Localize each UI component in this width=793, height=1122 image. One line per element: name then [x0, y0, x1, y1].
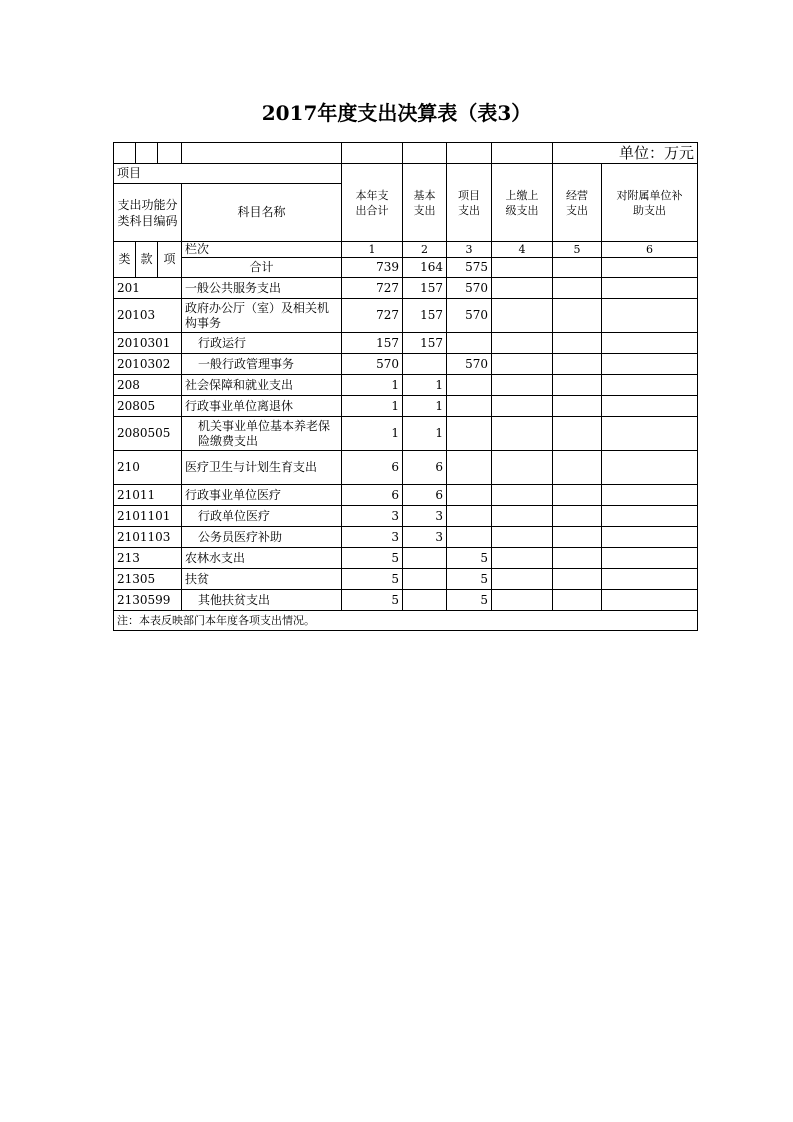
row-c6 — [602, 299, 698, 333]
row-code: 2130599 — [114, 590, 182, 611]
row-c2: 3 — [403, 506, 447, 527]
row-c4 — [492, 451, 553, 485]
blank-cell — [182, 143, 342, 164]
row-c2: 157 — [403, 333, 447, 354]
row-code: 20805 — [114, 396, 182, 417]
row-c4 — [492, 333, 553, 354]
row-code: 201 — [114, 278, 182, 299]
row-c2 — [403, 569, 447, 590]
row-c4 — [492, 548, 553, 569]
row-name: 医疗卫生与计划生育支出 — [182, 451, 342, 485]
unit-label: 单位：万元 — [553, 143, 698, 164]
row-c2: 6 — [403, 451, 447, 485]
header-col3: 项目支出 — [447, 164, 492, 242]
col-number-4: 4 — [492, 242, 553, 258]
table-row — [114, 278, 698, 299]
row-c6 — [602, 590, 698, 611]
row-c6 — [602, 333, 698, 354]
row-c4 — [492, 485, 553, 506]
row-c1: 5 — [342, 548, 403, 569]
row-c5 — [553, 375, 602, 396]
row-c3: 5 — [447, 569, 492, 590]
row-c4 — [492, 354, 553, 375]
row-c6 — [602, 527, 698, 548]
total-label: 合计 — [182, 258, 342, 278]
row-name: 行政单位医疗 — [182, 506, 342, 527]
row-c5 — [553, 333, 602, 354]
row-c2: 1 — [403, 396, 447, 417]
row-c3: 5 — [447, 548, 492, 569]
row-name: 机关事业单位基本养老保险缴费支出 — [182, 417, 342, 451]
table-row — [114, 590, 698, 611]
row-c1: 727 — [342, 278, 403, 299]
row-c6 — [602, 548, 698, 569]
row-c3 — [447, 417, 492, 451]
row-c5 — [553, 396, 602, 417]
row-c3 — [447, 333, 492, 354]
blank-cell — [403, 143, 447, 164]
table-note: 注：本表反映部门本年度各项支出情况。 — [114, 611, 698, 631]
total-c1: 739 — [342, 258, 403, 278]
row-name: 行政事业单位离退休 — [182, 396, 342, 417]
row-code: 208 — [114, 375, 182, 396]
col-number-1: 1 — [342, 242, 403, 258]
row-code: 21305 — [114, 569, 182, 590]
row-c3: 570 — [447, 354, 492, 375]
row-name: 公务员医疗补助 — [182, 527, 342, 548]
row-c4 — [492, 527, 553, 548]
row-code: 2101103 — [114, 527, 182, 548]
table-row — [114, 506, 698, 527]
row-c2 — [403, 590, 447, 611]
row-c6 — [602, 278, 698, 299]
row-c5 — [553, 278, 602, 299]
total-c6 — [602, 258, 698, 278]
col-number-5: 5 — [553, 242, 602, 258]
table-row — [114, 396, 698, 417]
header-col5: 经营支出 — [553, 164, 602, 242]
row-name: 一般行政管理事务 — [182, 354, 342, 375]
row-c3 — [447, 485, 492, 506]
row-c4 — [492, 569, 553, 590]
header-col4: 上缴上级支出 — [492, 164, 553, 242]
table-row — [114, 299, 698, 333]
header-xiang: 项 — [158, 242, 182, 278]
row-name: 行政运行 — [182, 333, 342, 354]
row-code: 2010301 — [114, 333, 182, 354]
row-c5 — [553, 485, 602, 506]
row-c1: 5 — [342, 590, 403, 611]
row-c2: 157 — [403, 299, 447, 333]
row-code: 20103 — [114, 299, 182, 333]
row-c1: 3 — [342, 506, 403, 527]
row-c4 — [492, 278, 553, 299]
total-c3: 575 — [447, 258, 492, 278]
row-c6 — [602, 506, 698, 527]
row-c1: 5 — [342, 569, 403, 590]
row-c6 — [602, 485, 698, 506]
header-lei: 类 — [114, 242, 136, 278]
row-name: 政府办公厅（室）及相关机构事务 — [182, 299, 342, 333]
row-c3 — [447, 506, 492, 527]
row-c3: 5 — [447, 590, 492, 611]
blank-cell — [342, 143, 403, 164]
row-c5 — [553, 451, 602, 485]
row-c2: 1 — [403, 417, 447, 451]
row-c3: 570 — [447, 278, 492, 299]
row-code: 213 — [114, 548, 182, 569]
row-name: 一般公共服务支出 — [182, 278, 342, 299]
total-c4 — [492, 258, 553, 278]
header-col2: 基本支出 — [403, 164, 447, 242]
table-row — [114, 354, 698, 375]
row-c1: 6 — [342, 451, 403, 485]
row-c1: 1 — [342, 375, 403, 396]
row-c3 — [447, 527, 492, 548]
row-c5 — [553, 548, 602, 569]
total-c5 — [553, 258, 602, 278]
blank-cell — [136, 143, 158, 164]
row-c3 — [447, 451, 492, 485]
row-c5 — [553, 506, 602, 527]
table-row — [114, 417, 698, 451]
row-c4 — [492, 417, 553, 451]
table-row — [114, 548, 698, 569]
header-project: 项目 — [114, 164, 342, 184]
header-col6: 对附属单位补助支出 — [602, 164, 698, 242]
row-code: 2080505 — [114, 417, 182, 451]
row-c6 — [602, 417, 698, 451]
row-c4 — [492, 396, 553, 417]
row-code: 2010302 — [114, 354, 182, 375]
row-name: 社会保障和就业支出 — [182, 375, 342, 396]
row-c2: 3 — [403, 527, 447, 548]
row-c5 — [553, 527, 602, 548]
row-c6 — [602, 354, 698, 375]
table-row — [114, 451, 698, 485]
table-row — [114, 527, 698, 548]
row-c5 — [553, 299, 602, 333]
blank-cell — [447, 143, 492, 164]
col-number-2: 2 — [403, 242, 447, 258]
row-c5 — [553, 354, 602, 375]
row-c5 — [553, 569, 602, 590]
row-c2 — [403, 548, 447, 569]
header-subject-name: 科目名称 — [182, 184, 342, 242]
row-c3 — [447, 375, 492, 396]
row-code: 210 — [114, 451, 182, 485]
total-c2: 164 — [403, 258, 447, 278]
row-name: 农林水支出 — [182, 548, 342, 569]
row-c3 — [447, 396, 492, 417]
table-row — [114, 333, 698, 354]
row-c4 — [492, 506, 553, 527]
row-c2: 157 — [403, 278, 447, 299]
total-row — [114, 258, 698, 278]
row-c6 — [602, 451, 698, 485]
row-c1: 570 — [342, 354, 403, 375]
blank-cell — [492, 143, 553, 164]
row-name: 扶贫 — [182, 569, 342, 590]
row-c3: 570 — [447, 299, 492, 333]
page-title: 2017年度支出决算表（表3） — [261, 101, 532, 125]
row-code: 2101101 — [114, 506, 182, 527]
header-col1: 本年支出合计 — [342, 164, 403, 242]
row-c1: 157 — [342, 333, 403, 354]
row-c1: 3 — [342, 527, 403, 548]
row-name: 其他扶贫支出 — [182, 590, 342, 611]
row-c2 — [403, 354, 447, 375]
row-c5 — [553, 590, 602, 611]
row-c4 — [492, 590, 553, 611]
header-code-group: 支出功能分类科目编码 — [114, 184, 182, 242]
row-c6 — [602, 375, 698, 396]
row-c4 — [492, 299, 553, 333]
expenditure-table — [113, 142, 698, 631]
row-c4 — [492, 375, 553, 396]
col-number-3: 3 — [447, 242, 492, 258]
row-c6 — [602, 396, 698, 417]
col-number-6: 6 — [602, 242, 698, 258]
blank-cell — [114, 143, 136, 164]
table-row — [114, 569, 698, 590]
row-c5 — [553, 417, 602, 451]
blank-cell — [158, 143, 182, 164]
row-c2: 1 — [403, 375, 447, 396]
table-row — [114, 485, 698, 506]
table-row — [114, 375, 698, 396]
row-c1: 1 — [342, 417, 403, 451]
header-lanci: 栏次 — [182, 242, 342, 258]
row-c1: 1 — [342, 396, 403, 417]
header-kuan: 款 — [136, 242, 158, 278]
row-c1: 727 — [342, 299, 403, 333]
row-c2: 6 — [403, 485, 447, 506]
row-code: 21011 — [114, 485, 182, 506]
row-c1: 6 — [342, 485, 403, 506]
row-name: 行政事业单位医疗 — [182, 485, 342, 506]
row-c6 — [602, 569, 698, 590]
